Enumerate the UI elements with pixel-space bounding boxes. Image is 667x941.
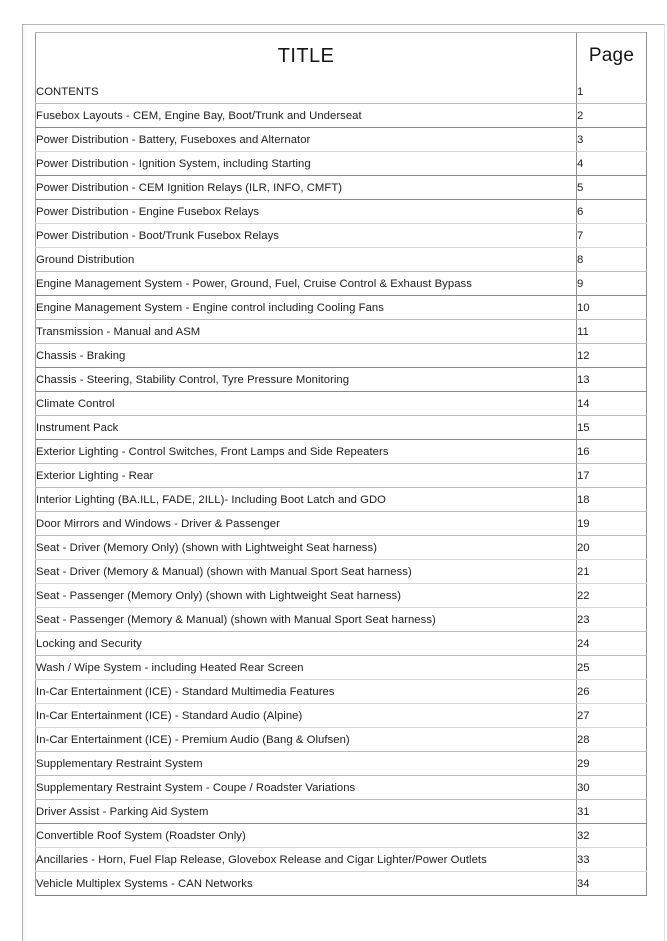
row-title: Exterior Lighting - Rear [36,464,577,488]
row-title: Seat - Driver (Memory & Manual) (shown with Manual Sport Seat harness) [36,560,577,584]
row-page-number: 2 [577,104,647,128]
row-title: Door Mirrors and Windows - Driver & Passenger [36,512,577,536]
row-page-number: 23 [577,608,647,632]
row-page-number: 11 [577,320,647,344]
row-page-number: 5 [577,176,647,200]
table-row [36,368,647,392]
row-page-number: 22 [577,584,647,608]
table-row [36,416,647,440]
table-row [36,248,647,272]
table-row [36,872,647,896]
row-page-number: 13 [577,368,647,392]
row-title: Driver Assist - Parking Aid System [36,800,577,824]
row-title: Convertible Roof System (Roadster Only) [36,824,577,848]
row-page-number: 29 [577,752,647,776]
row-title: Seat - Driver (Memory Only) (shown with Lightweight Seat harness) [36,536,577,560]
column-header-page: Page [577,33,647,80]
row-title: Vehicle Multiplex Systems - CAN Networks [36,872,577,896]
table-row [36,320,647,344]
table-row [36,848,647,872]
row-page-number: 31 [577,800,647,824]
table-row [36,344,647,368]
row-title: Power Distribution - Engine Fusebox Relays [36,200,577,224]
row-page-number: 19 [577,512,647,536]
table-row [36,296,647,320]
row-title: Exterior Lighting - Control Switches, Front Lamps and Side Repeaters [36,440,577,464]
row-title: Chassis - Braking [36,344,577,368]
row-title: Ancillaries - Horn, Fuel Flap Release, Glovebox Release and Cigar Lighter/Power Outlets [36,848,577,872]
table-row [36,656,647,680]
table-row [36,584,647,608]
row-title: Locking and Security [36,632,577,656]
row-page-number: 26 [577,680,647,704]
column-header-title: TITLE [36,33,577,80]
row-page-number: 16 [577,440,647,464]
table-row [36,680,647,704]
table-row [36,800,647,824]
row-title: Instrument Pack [36,416,577,440]
row-page-number: 17 [577,464,647,488]
table-row [36,104,647,128]
table-row [36,560,647,584]
table-row [36,512,647,536]
row-title: Supplementary Restraint System - Coupe / Roadster Variations [36,776,577,800]
row-page-number: 10 [577,296,647,320]
row-page-number: 20 [577,536,647,560]
table-row [36,752,647,776]
table-row [36,224,647,248]
row-title: In-Car Entertainment (ICE) - Premium Audio (Bang & Olufsen) [36,728,577,752]
table-row [36,536,647,560]
row-title: Climate Control [36,392,577,416]
row-page-number: 32 [577,824,647,848]
row-page-number: 9 [577,272,647,296]
row-page-number: 6 [577,200,647,224]
row-page-number: 24 [577,632,647,656]
table-row [36,176,647,200]
table-row [36,392,647,416]
row-page-number: 1 [577,80,647,104]
row-page-number: 14 [577,392,647,416]
row-title: Power Distribution - CEM Ignition Relays (ILR, INFO, CMFT) [36,176,577,200]
row-title: CONTENTS [36,80,577,104]
row-page-number: 34 [577,872,647,896]
table-of-contents [35,32,647,896]
table-row [36,608,647,632]
row-title: Supplementary Restraint System [36,752,577,776]
table-row [36,152,647,176]
table-row [36,776,647,800]
row-page-number: 4 [577,152,647,176]
table-row [36,80,647,104]
row-title: In-Car Entertainment (ICE) - Standard Multimedia Features [36,680,577,704]
row-page-number: 8 [577,248,647,272]
row-page-number: 27 [577,704,647,728]
row-title: Power Distribution - Battery, Fuseboxes and Alternator [36,128,577,152]
row-title: In-Car Entertainment (ICE) - Standard Audio (Alpine) [36,704,577,728]
row-title: Interior Lighting (BA.ILL, FADE, 2ILL)- Including Boot Latch and GDO [36,488,577,512]
row-page-number: 30 [577,776,647,800]
table-row [36,488,647,512]
table-header-row [36,33,647,80]
table-row [36,200,647,224]
row-title: Seat - Passenger (Memory Only) (shown with Lightweight Seat harness) [36,584,577,608]
table-row [36,824,647,848]
table-row [36,632,647,656]
row-title: Engine Management System - Engine control including Cooling Fans [36,296,577,320]
row-page-number: 21 [577,560,647,584]
table-row [36,272,647,296]
row-title: Wash / Wipe System - including Heated Rear Screen [36,656,577,680]
row-page-number: 7 [577,224,647,248]
row-title: Engine Management System - Power, Ground, Fuel, Cruise Control & Exhaust Bypass [36,272,577,296]
table-of-contents-body [36,80,647,896]
row-title: Chassis - Steering, Stability Control, Tyre Pressure Monitoring [36,368,577,392]
table-row [36,464,647,488]
row-page-number: 28 [577,728,647,752]
row-title: Power Distribution - Boot/Trunk Fusebox Relays [36,224,577,248]
row-title: Power Distribution - Ignition System, including Starting [36,152,577,176]
row-page-number: 25 [577,656,647,680]
table-row [36,440,647,464]
table-row [36,728,647,752]
table-row [36,704,647,728]
row-title: Seat - Passenger (Memory & Manual) (shown with Manual Sport Seat harness) [36,608,577,632]
row-page-number: 12 [577,344,647,368]
row-title: Ground Distribution [36,248,577,272]
row-page-number: 18 [577,488,647,512]
row-page-number: 15 [577,416,647,440]
table-row [36,128,647,152]
row-title: Transmission - Manual and ASM [36,320,577,344]
row-page-number: 33 [577,848,647,872]
row-page-number: 3 [577,128,647,152]
row-title: Fusebox Layouts - CEM, Engine Bay, Boot/Trunk and Underseat [36,104,577,128]
